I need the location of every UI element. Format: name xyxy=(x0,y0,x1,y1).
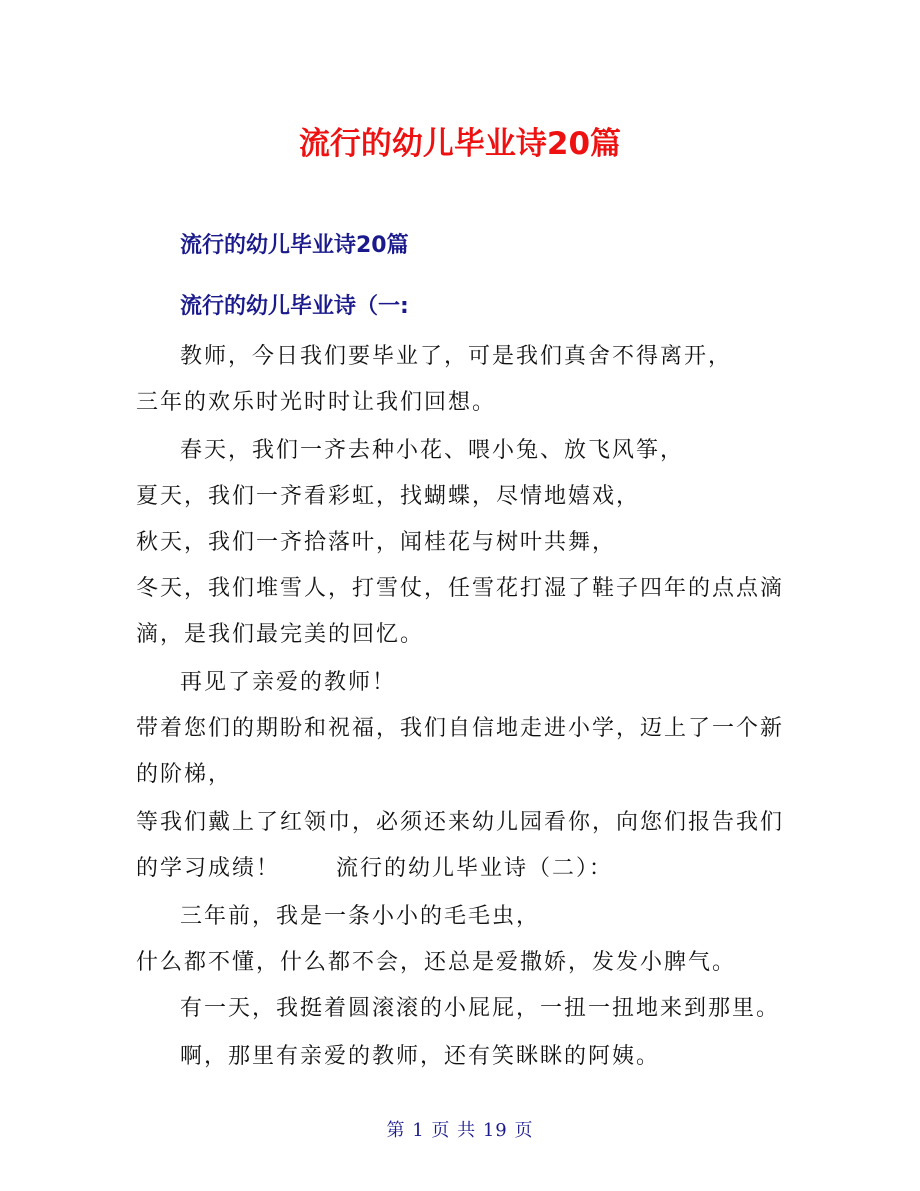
poem-line: 秋天，我们一齐拾落叶，闻桂花与树叶共舞， xyxy=(136,530,617,555)
poem-line: 三年的欢乐时光时时让我们回想。 xyxy=(136,390,497,415)
poem-line: 的学习成绩！ xyxy=(136,856,281,881)
poem-line: 冬天，我们堆雪人，打雪仗，任雪花打湿了鞋子四年的点点滴 xyxy=(136,576,785,601)
poem-line: 什么都不懂，什么都不会，还总是爱撒娇，发发小脾气。 xyxy=(136,950,737,975)
poem-line: 再见了亲爱的教师！ xyxy=(180,670,397,695)
document-title: 流行的幼儿毕业诗20篇 xyxy=(298,126,622,162)
poem-line: 滴，是我们最完美的回忆。 xyxy=(136,622,425,647)
poem-line: 夏天，我们一齐看彩虹，找蝴蝶，尽情地嬉戏， xyxy=(136,484,641,509)
poem-line: 等我们戴上了红领巾，必须还来幼儿园看你，向您们报告我们 xyxy=(136,810,785,835)
poem-line: 春天，我们一齐去种小花、喂小兔、放飞风筝， xyxy=(180,438,685,463)
poem-line: 带着您们的期盼和祝福，我们自信地走进小学，迈上了一个新 xyxy=(136,716,785,741)
poem-heading-one: 流行的幼儿毕业诗（一: xyxy=(180,294,409,319)
poem-line: 有一天，我挺着圆滚滚的小屁屁，一扭一扭地来到那里。 xyxy=(180,996,781,1021)
page-number: 第 1 页 共 19 页 xyxy=(386,1120,534,1141)
poem-line: 教师，今日我们要毕业了，可是我们真舍不得离开， xyxy=(180,344,733,369)
poem-line-with-subheading xyxy=(136,856,613,882)
poem-line: 的阶梯， xyxy=(136,762,233,787)
section-heading: 流行的幼儿毕业诗20篇 xyxy=(180,233,409,258)
poem-line: 啊，那里有亲爱的教师，还有笑眯眯的阿姨。 xyxy=(180,1044,661,1069)
poem-line: 三年前，我是一条小小的毛毛虫， xyxy=(180,904,541,929)
poem-heading-two: 流行的幼儿毕业诗（二）： xyxy=(336,856,614,881)
